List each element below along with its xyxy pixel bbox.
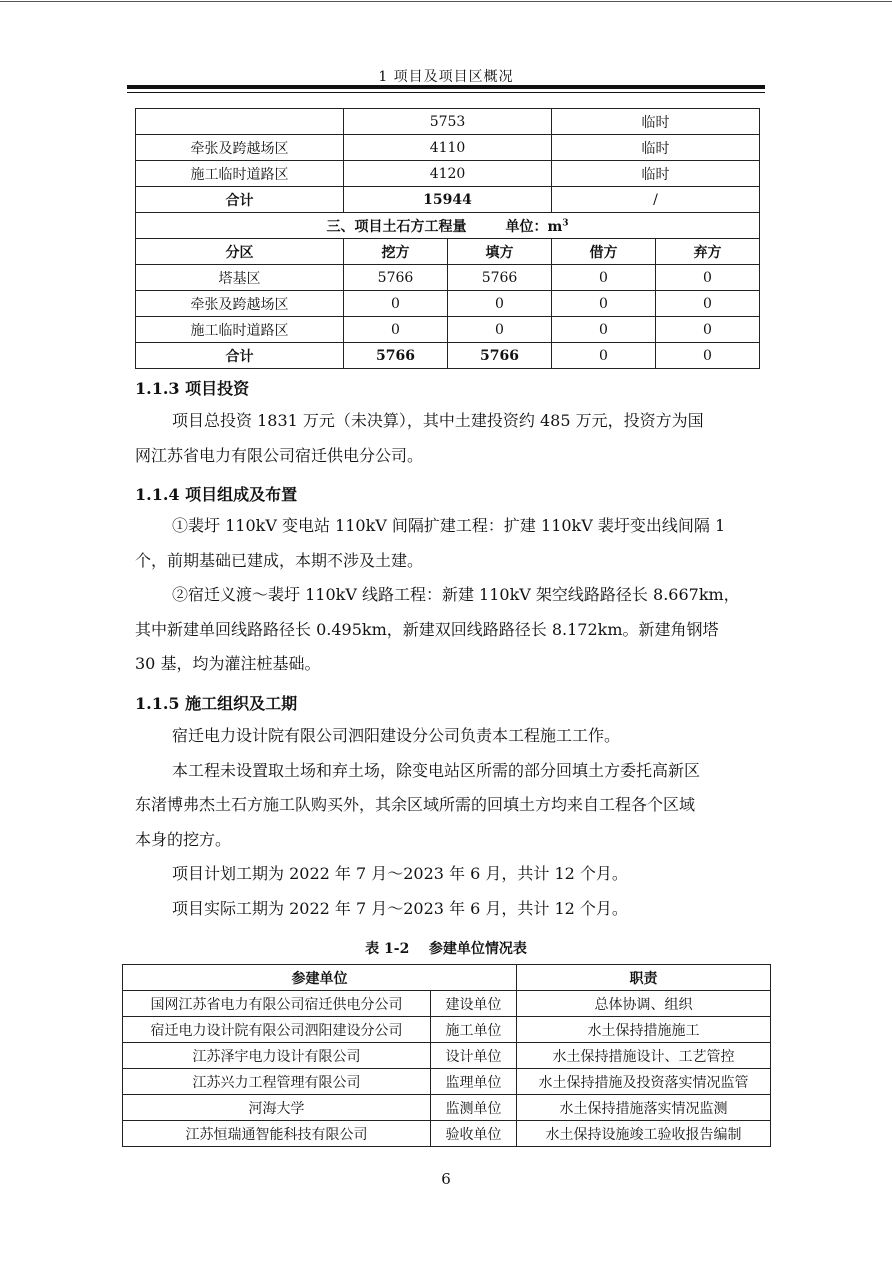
table-cell: 5753 bbox=[344, 109, 552, 135]
table-row bbox=[123, 1095, 771, 1121]
table-cell: 4110 bbox=[344, 135, 552, 161]
table-header-row bbox=[123, 965, 771, 991]
column-header: 分区 bbox=[136, 239, 344, 265]
table-cell: 0 bbox=[656, 343, 760, 369]
table-cell: 0 bbox=[448, 291, 552, 317]
table-cell: 江苏泽宇电力设计有限公司 bbox=[123, 1043, 431, 1069]
table-cell: 施工临时道路区 bbox=[136, 317, 344, 343]
table-cell: 江苏恒瑞通智能科技有限公司 bbox=[123, 1121, 431, 1147]
table-cell: 15944 bbox=[344, 187, 552, 213]
table-cell: 水土保持措施施工 bbox=[517, 1017, 771, 1043]
table-row bbox=[123, 1121, 771, 1147]
table-cell: 临时 bbox=[552, 161, 760, 187]
table-cell: 监理单位 bbox=[431, 1069, 517, 1095]
table-cell: 水土保持措施及投资落实情况监管 bbox=[517, 1069, 771, 1095]
text-line: 本身的挖方。 bbox=[135, 829, 232, 849]
table-row-total bbox=[136, 343, 760, 369]
paragraph-construction bbox=[135, 719, 759, 926]
table-cell: 总体协调、组织 bbox=[517, 991, 771, 1017]
table-cell: 0 bbox=[448, 317, 552, 343]
table-cell: 0 bbox=[344, 317, 448, 343]
table-cell: 合计 bbox=[136, 343, 344, 369]
table-row bbox=[136, 317, 760, 343]
header-rule-thin bbox=[127, 92, 765, 93]
column-header: 职责 bbox=[517, 965, 771, 991]
text-line: 其中新建单回线路路径长 0.495km，新建双回线路路径长 8.172km。新建角钢塔 bbox=[135, 619, 719, 639]
table-cell: 水土保持措施设计、工艺管控 bbox=[517, 1043, 771, 1069]
page-header: 1 项目及项目区概况 bbox=[378, 69, 514, 85]
text-line: 项目总投资 1831 万元（未决算），其中土建投资约 485 万元，投资方为国 bbox=[172, 411, 704, 430]
text-line: 东渚博弗杰土石方施工队购买外，其余区域所需的回填土方均来自工程各个区域 bbox=[135, 795, 696, 814]
table-row bbox=[136, 265, 760, 291]
table-cell: 江苏兴力工程管理有限公司 bbox=[123, 1069, 431, 1095]
text-line: 项目实际工期为 2022 年 7 月～2023 年 6 月，共计 12 个月。 bbox=[172, 898, 628, 918]
table-row bbox=[123, 1017, 771, 1043]
table-cell: 0 bbox=[552, 343, 656, 369]
text-line: ①裴圩 110kV 变电站 110kV 间隔扩建工程：扩建 110kV 裴圩变出线间隔 1 bbox=[172, 516, 726, 535]
heading-1-1-3: 1.1.3 项目投资 bbox=[135, 379, 250, 398]
table-cell: 0 bbox=[656, 291, 760, 317]
table-caption: 表 1-2 参建单位情况表 bbox=[365, 941, 527, 957]
top-border bbox=[0, 1, 892, 2]
paragraph-composition bbox=[135, 509, 759, 682]
section-title-cell bbox=[136, 213, 760, 239]
table-cell: 河海大学 bbox=[123, 1095, 431, 1121]
earthwork-table bbox=[135, 108, 760, 369]
text-line: 网江苏省电力有限公司宿迁供电分公司。 bbox=[135, 445, 424, 465]
text-line: ②宿迁义渡～裴圩 110kV 线路工程：新建 110kV 架空线路路径长 8.667km， bbox=[172, 585, 740, 604]
table-cell: / bbox=[552, 187, 760, 213]
table-cell: 监测单位 bbox=[431, 1095, 517, 1121]
table-row bbox=[136, 135, 760, 161]
paragraph-investment bbox=[135, 404, 759, 473]
page-number: 6 bbox=[441, 1170, 451, 1188]
text-line: 宿迁电力设计院有限公司泗阳建设分公司负责本工程施工工作。 bbox=[172, 726, 621, 745]
section-title: 三、项目土石方工程量 单位：m bbox=[326, 218, 563, 235]
table-cell: 施工单位 bbox=[431, 1017, 517, 1043]
table-cell: 5766 bbox=[344, 265, 448, 291]
table-cell: 设计单位 bbox=[431, 1043, 517, 1069]
text-line: 本工程未设置取土场和弃土场，除变电站区所需的部分回填土方委托高新区 bbox=[172, 760, 701, 780]
unit-superscript: 3 bbox=[562, 217, 569, 228]
table-row bbox=[123, 1069, 771, 1095]
column-header: 借方 bbox=[552, 239, 656, 265]
table-cell: 牵张及跨越场区 bbox=[136, 291, 344, 317]
table-cell: 0 bbox=[656, 317, 760, 343]
table-cell: 建设单位 bbox=[431, 991, 517, 1017]
table-row bbox=[123, 991, 771, 1017]
table-cell: 水土保持措施落实情况监测 bbox=[517, 1095, 771, 1121]
table-cell: 4120 bbox=[344, 161, 552, 187]
table-cell: 临时 bbox=[552, 135, 760, 161]
table-cell bbox=[136, 109, 344, 135]
column-header: 填方 bbox=[448, 239, 552, 265]
heading-1-1-4: 1.1.4 项目组成及布置 bbox=[135, 485, 298, 504]
table-cell: 施工临时道路区 bbox=[136, 161, 344, 187]
table-row bbox=[123, 1043, 771, 1069]
text-line: 个，前期基础已建成，本期不涉及土建。 bbox=[135, 550, 424, 570]
table-row bbox=[136, 291, 760, 317]
table-cell: 5766 bbox=[448, 343, 552, 369]
text-line: 30 基，均为灌注桩基础。 bbox=[135, 654, 321, 673]
table-cell: 0 bbox=[552, 317, 656, 343]
table-row bbox=[136, 109, 760, 135]
column-header: 挖方 bbox=[344, 239, 448, 265]
table-cell: 5766 bbox=[344, 343, 448, 369]
table-cell: 0 bbox=[344, 291, 448, 317]
table-cell: 牵张及跨越场区 bbox=[136, 135, 344, 161]
table-section-row bbox=[136, 213, 760, 239]
table-cell: 0 bbox=[552, 265, 656, 291]
column-header: 参建单位 bbox=[123, 965, 517, 991]
table-cell: 水土保持设施竣工验收报告编制 bbox=[517, 1121, 771, 1147]
table-cell: 0 bbox=[656, 265, 760, 291]
participants-table bbox=[122, 964, 771, 1147]
table-cell: 塔基区 bbox=[136, 265, 344, 291]
table-row-total bbox=[136, 187, 760, 213]
table-row bbox=[136, 161, 760, 187]
table-cell: 0 bbox=[552, 291, 656, 317]
text-line: 项目计划工期为 2022 年 7 月～2023 年 6 月，共计 12 个月。 bbox=[172, 864, 628, 883]
table-header-row bbox=[136, 239, 760, 265]
column-header: 弃方 bbox=[656, 239, 760, 265]
table-cell: 国网江苏省电力有限公司宿迁供电分公司 bbox=[123, 991, 431, 1017]
table-cell: 宿迁电力设计院有限公司泗阳建设分公司 bbox=[123, 1017, 431, 1043]
header-rule-thick bbox=[127, 85, 765, 89]
heading-1-1-5: 1.1.5 施工组织及工期 bbox=[135, 694, 298, 713]
table-cell: 5766 bbox=[448, 265, 552, 291]
table-cell: 合计 bbox=[136, 187, 344, 213]
table-cell: 临时 bbox=[552, 109, 760, 135]
table-cell: 验收单位 bbox=[431, 1121, 517, 1147]
